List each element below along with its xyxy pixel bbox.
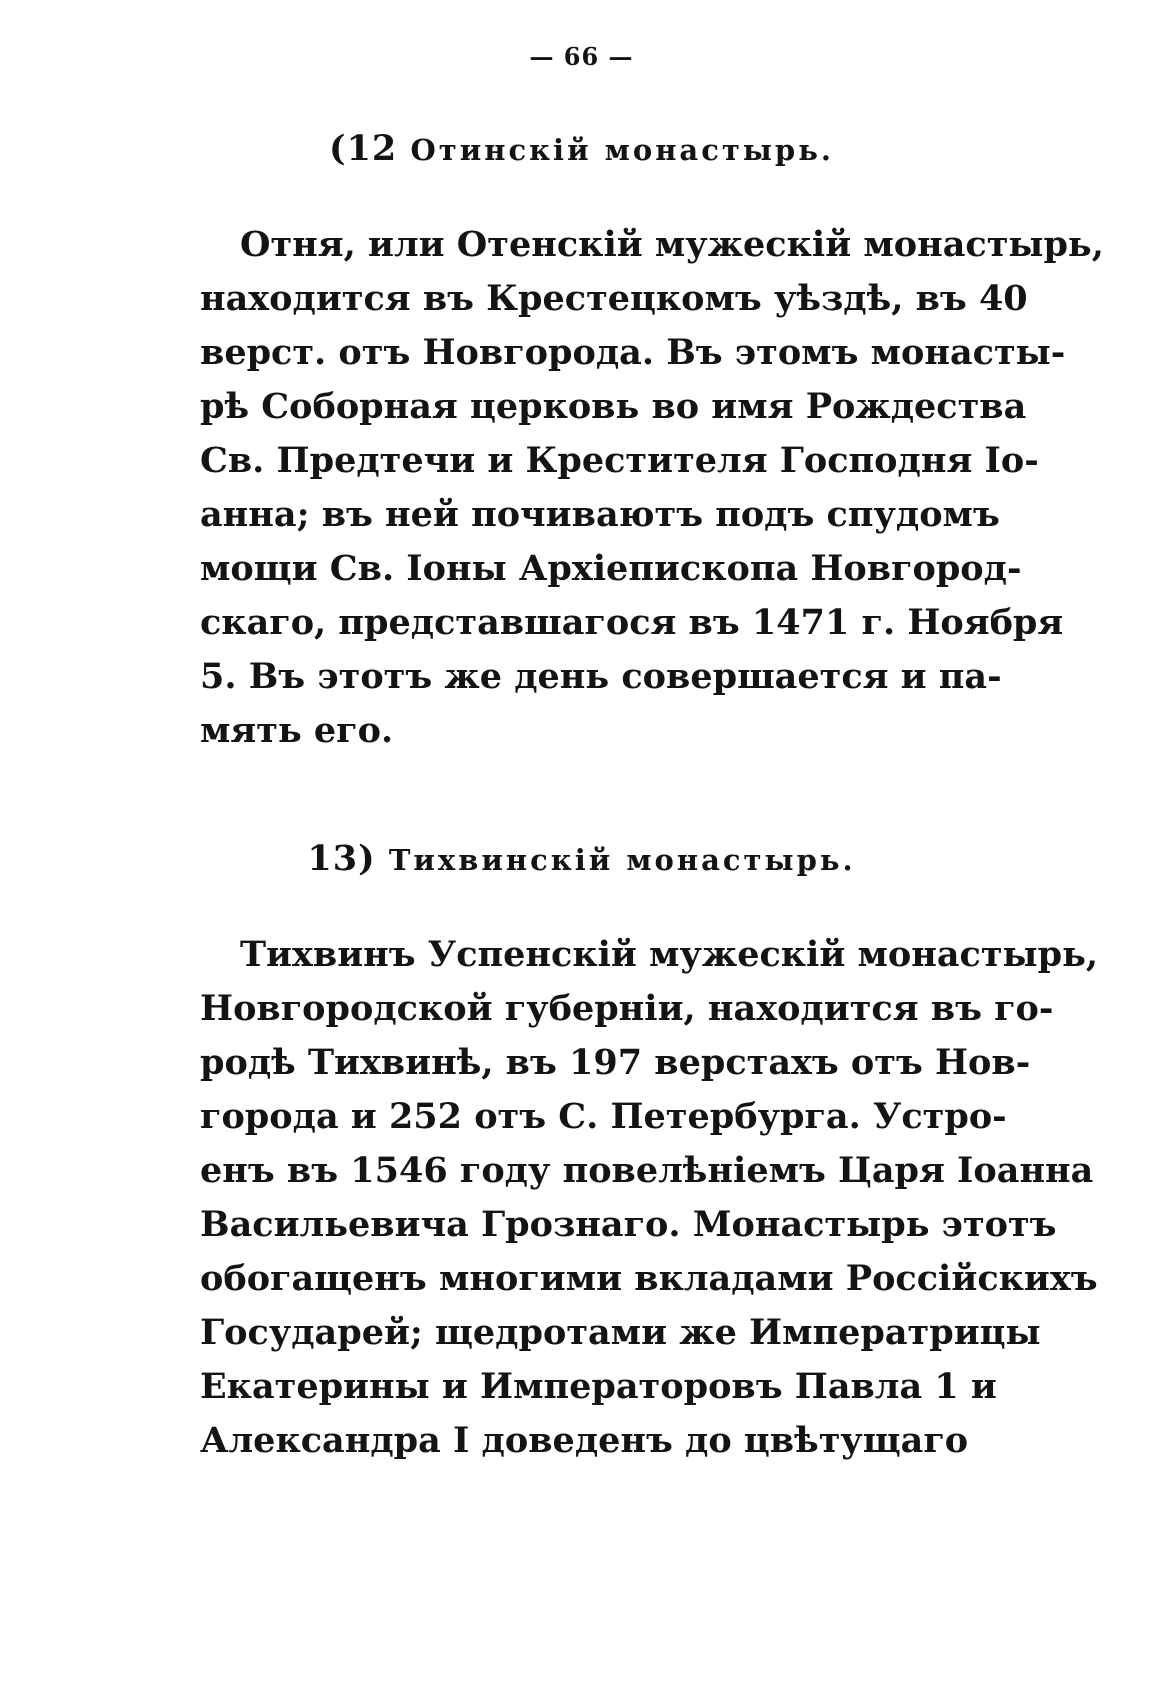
text-line: города и 252 отъ С. Петербурга. Устро- <box>200 1096 1007 1137</box>
text-line: Отня, или Отенскій мужескій монастырь, <box>240 224 1104 265</box>
text-line: Александра І доведенъ до цвѣтущаго <box>200 1420 969 1461</box>
text-line: верст. отъ Новгорода. Въ этомъ монасты- <box>200 332 1066 373</box>
text-line: Государей; щедротами же Императрицы <box>200 1312 1041 1353</box>
text-line: находится въ Крестецкомъ уѣздѣ, въ 40 <box>200 278 1028 319</box>
text-line: 5. Въ этотъ же день совершается и па- <box>200 656 1002 697</box>
text-line: мощи Св. Іоны Архіепископа Новгород- <box>200 548 1022 589</box>
section-heading-12 <box>0 128 1163 169</box>
text-line: обогащенъ многими вкладами Россійскихъ <box>200 1258 1098 1299</box>
section-number: (12 <box>329 128 398 169</box>
text-line: енъ въ 1546 году повелѣніемъ Царя Іоанна <box>200 1150 1094 1191</box>
text-line: мять его. <box>200 710 394 751</box>
page-number: — 66 — <box>529 42 634 71</box>
text-line: Св. Предтечи и Крестителя Господня Іо- <box>200 440 1039 481</box>
section-heading-13 <box>0 838 1163 879</box>
text-line: Васильевича Грознаго. Монастырь этотъ <box>200 1204 1057 1245</box>
text-line: рѣ Соборная церковь во имя Рождества <box>200 386 1027 427</box>
text-line: Тихвинъ Успенскій мужескій монастырь, <box>240 934 1099 975</box>
section-number: 13) <box>307 838 376 879</box>
text-line: Новгородской губерніи, находится въ го- <box>200 988 1054 1029</box>
text-line: скаго, представшагося въ 1471 г. Ноября <box>200 602 1064 643</box>
text-line: анна; въ ней почиваютъ подъ спудомъ <box>200 494 1000 535</box>
text-line: родѣ Тихвинѣ, въ 197 верстахъ отъ Нов- <box>200 1042 1031 1083</box>
section-title: Отинскій монастырь. <box>410 133 834 167</box>
text-line: Екатерины и Императоровъ Павла 1 и <box>200 1366 997 1407</box>
section-title: Тихвинскій монастырь. <box>388 843 856 877</box>
